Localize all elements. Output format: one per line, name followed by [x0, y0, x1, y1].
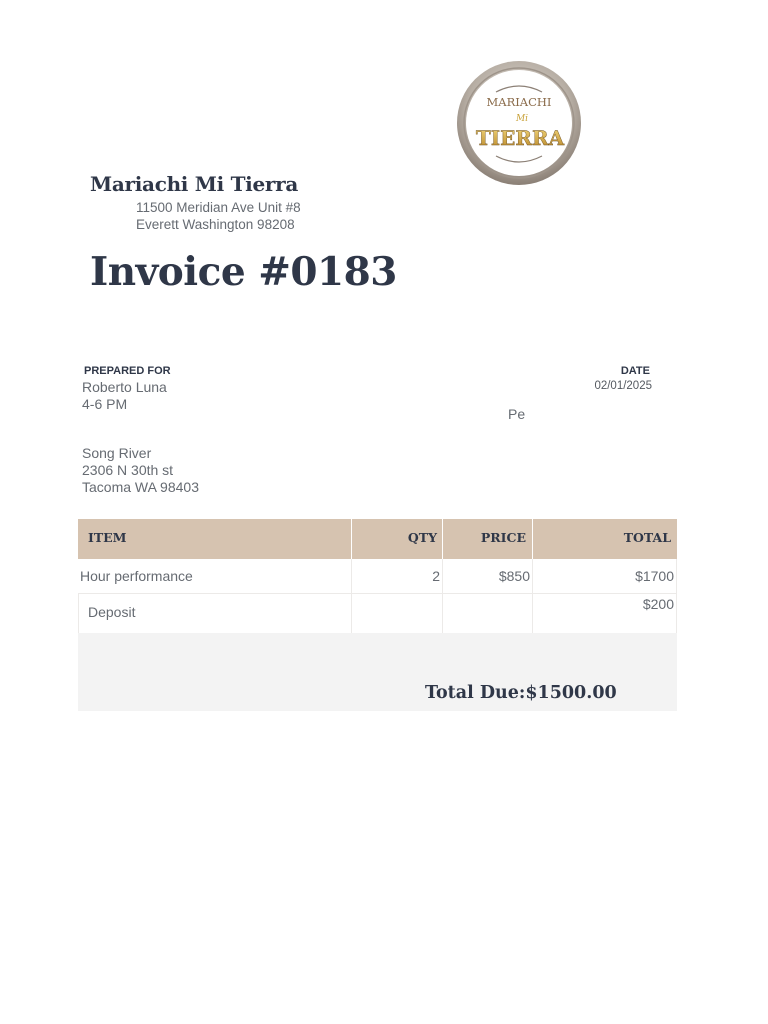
row-divider — [78, 593, 677, 594]
invoice-table — [78, 519, 677, 711]
row-price: $850 — [498, 568, 530, 584]
company-address-line1: 11500 Meridian Ave Unit #8 — [136, 200, 301, 215]
invoice-title: Invoice #0183 — [90, 249, 397, 295]
header-price: PRICE — [480, 530, 526, 545]
logo-text-tierra: TIERRA — [475, 126, 565, 150]
column-divider — [676, 559, 677, 633]
prepared-for-heading: PREPARED FOR — [84, 365, 171, 377]
venue-city: Tacoma WA 98403 — [82, 479, 199, 495]
venue-street: 2306 N 30th st — [82, 462, 174, 478]
event-time: 4-6 PM — [82, 396, 128, 412]
client-name: Roberto Luna — [82, 379, 167, 395]
row-item: Deposit — [88, 604, 136, 620]
row-total: $200 — [642, 596, 674, 612]
company-name: Mariachi Mi Tierra — [90, 172, 299, 196]
logo-text-mi: Mi — [515, 114, 529, 124]
row-qty: 2 — [432, 568, 440, 584]
company-address-line2: Everett Washington 98208 — [136, 217, 295, 232]
row-total: $1700 — [635, 568, 674, 584]
table-header — [78, 519, 677, 559]
company-logo — [456, 58, 582, 188]
logo-text-mariachi: MARIACHI — [486, 95, 552, 109]
header-qty: QTY — [407, 530, 437, 545]
header-item: ITEM — [88, 530, 127, 545]
invoice-date: 02/01/2025 — [594, 380, 652, 392]
column-divider — [78, 593, 79, 633]
venue-name: Song River — [82, 445, 152, 461]
total-due: Total Due:$1500.00 — [425, 683, 617, 703]
date-heading: DATE — [620, 365, 650, 377]
header-total: TOTAL — [623, 530, 671, 545]
row-item: Hour performance — [80, 568, 193, 584]
stray-text: Pe — [508, 406, 526, 422]
